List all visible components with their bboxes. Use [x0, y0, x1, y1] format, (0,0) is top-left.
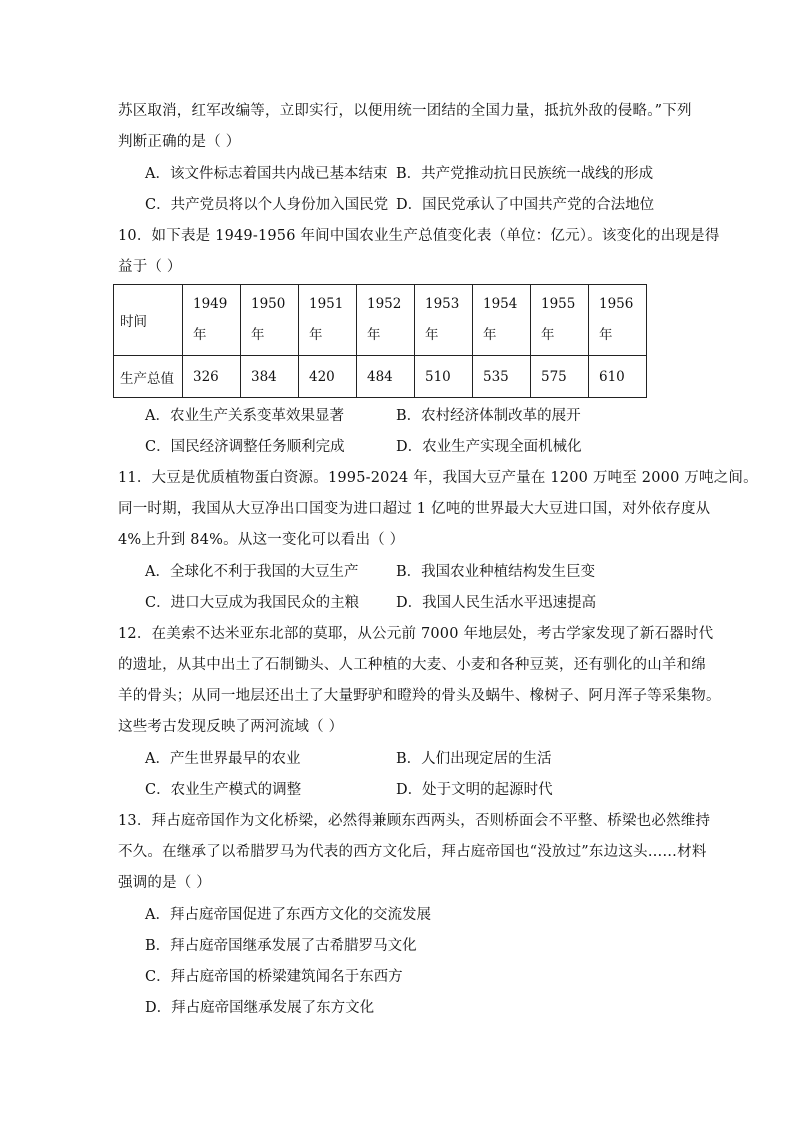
table-cell-year: 1956 年 — [589, 285, 647, 356]
q12-option-b[interactable]: B．人们出现定居的生活 — [396, 751, 552, 767]
q9-option-a[interactable]: A．该文件标志着国共内战已基本结束 — [145, 166, 388, 182]
q11-option-a[interactable]: A．全球化不利于我国的大豆生产 — [145, 564, 359, 580]
q10-option-a[interactable]: A．农业生产关系变革效果显著 — [145, 408, 344, 424]
q9-option-d[interactable]: D．国民党承认了中国共产党的合法地位 — [396, 197, 655, 213]
q13-stem-line-1: 13．拜占庭帝国作为文化桥梁，必然得兼顾东西两头，否则桥面会不平整、桥梁也必然维持 — [118, 813, 711, 829]
q11-stem-line-1: 11．大豆是优质植物蛋白资源。1995-2024 年，我国大豆产量在 1200 万吨至 2000 万吨之间。 — [118, 470, 758, 486]
q9-stem-line-1: 苏区取消，红军改编等，立即实行，以便用统一团结的全国力量，抵抗外敌的侵略。”下列 — [118, 103, 692, 119]
q11-option-d[interactable]: D．我国人民生活水平迅速提高 — [396, 595, 597, 611]
table-cell-year: 1949 年 — [183, 285, 241, 356]
table-cell-year: 1953 年 — [415, 285, 473, 356]
q13-stem-line-2: 不久。在继承了以希腊罗马为代表的西方文化后，拜占庭帝国也“没放过”东边这头……材料 — [118, 844, 707, 860]
q12-stem-line-1: 12．在美索不达米亚东北部的莫耶，从公元前 7000 年地层处，考古学家发现了新石器时代 — [118, 626, 714, 642]
q13-option-a[interactable]: A．拜占庭帝国促进了东西方文化的交流发展 — [145, 907, 431, 923]
q12-option-c[interactable]: C．农业生产模式的调整 — [145, 782, 302, 798]
table-cell-year: 1950 年 — [241, 285, 299, 356]
q11-stem-line-2: 同一时期，我国从大豆净出口国变为进口超过 1 亿吨的世界最大大豆进口国，对外依存度从 — [118, 501, 711, 517]
table-cell-value: 535 — [473, 356, 531, 398]
q12-option-d[interactable]: D．处于文明的起源时代 — [396, 782, 553, 798]
q10-stem-line-2: 益于（ ） — [118, 259, 182, 275]
q9-option-b[interactable]: B．共产党推动抗日民族统一战线的形成 — [396, 166, 654, 182]
table-cell-value: 384 — [241, 356, 299, 398]
table-header-output: 生产总值 — [114, 356, 183, 398]
table-cell-year: 1952 年 — [357, 285, 415, 356]
q11-option-b[interactable]: B．我国农业种植结构发生巨变 — [396, 564, 596, 580]
table-row-values — [114, 356, 647, 398]
agriculture-output-table — [113, 284, 647, 398]
table-cell-value: 575 — [531, 356, 589, 398]
q11-option-c[interactable]: C．进口大豆成为我国民众的主粮 — [145, 595, 360, 611]
q10-option-d[interactable]: D．农业生产实现全面机械化 — [396, 439, 582, 455]
q10-option-c[interactable]: C．国民经济调整任务顺利完成 — [145, 439, 345, 455]
q10-option-b[interactable]: B．农村经济体制改革的展开 — [396, 408, 581, 424]
q11-stem-line-3: 4%上升到 84%。从这一变化可以看出（ ） — [118, 532, 405, 548]
q12-stem-line-3: 羊的骨头；从同一地层还出土了大量野驴和瞪羚的骨头及蜗牛、橡树子、阿月浑子等采集物。 — [118, 688, 721, 704]
q12-stem-line-2: 的遗址，从其中出土了石制锄头、人工种植的大麦、小麦和各种豆荚，还有驯化的山羊和绵 — [118, 657, 706, 673]
table-cell-year: 1954 年 — [473, 285, 531, 356]
q12-stem-line-4: 这些考古发现反映了两河流域（ ） — [118, 719, 344, 735]
table-header-time: 时间 — [114, 285, 183, 356]
table-cell-value: 326 — [183, 356, 241, 398]
table-cell-value: 484 — [357, 356, 415, 398]
table-cell-value: 510 — [415, 356, 473, 398]
table-cell-year: 1951 年 — [299, 285, 357, 356]
q12-option-a[interactable]: A．产生世界最早的农业 — [145, 751, 301, 767]
q13-option-d[interactable]: D．拜占庭帝国继承发展了东方文化 — [145, 1000, 375, 1016]
q10-stem-line-1: 10．如下表是 1949-1956 年间中国农业生产总值变化表（单位：亿元）。该变化的出现是得 — [118, 228, 720, 244]
q13-option-b[interactable]: B．拜占庭帝国继承发展了古希腊罗马文化 — [145, 938, 417, 954]
q13-stem-line-3: 强调的是（ ） — [118, 875, 212, 891]
table-cell-year: 1955 年 — [531, 285, 589, 356]
q9-stem-line-2: 判断正确的是（ ） — [118, 134, 241, 150]
q9-option-c[interactable]: C．共产党员将以个人身份加入国民党 — [145, 197, 389, 213]
table-row-years — [114, 285, 647, 356]
table-cell-value: 420 — [299, 356, 357, 398]
q13-option-c[interactable]: C．拜占庭帝国的桥梁建筑闻名于东西方 — [145, 969, 403, 985]
table-cell-value: 610 — [589, 356, 647, 398]
